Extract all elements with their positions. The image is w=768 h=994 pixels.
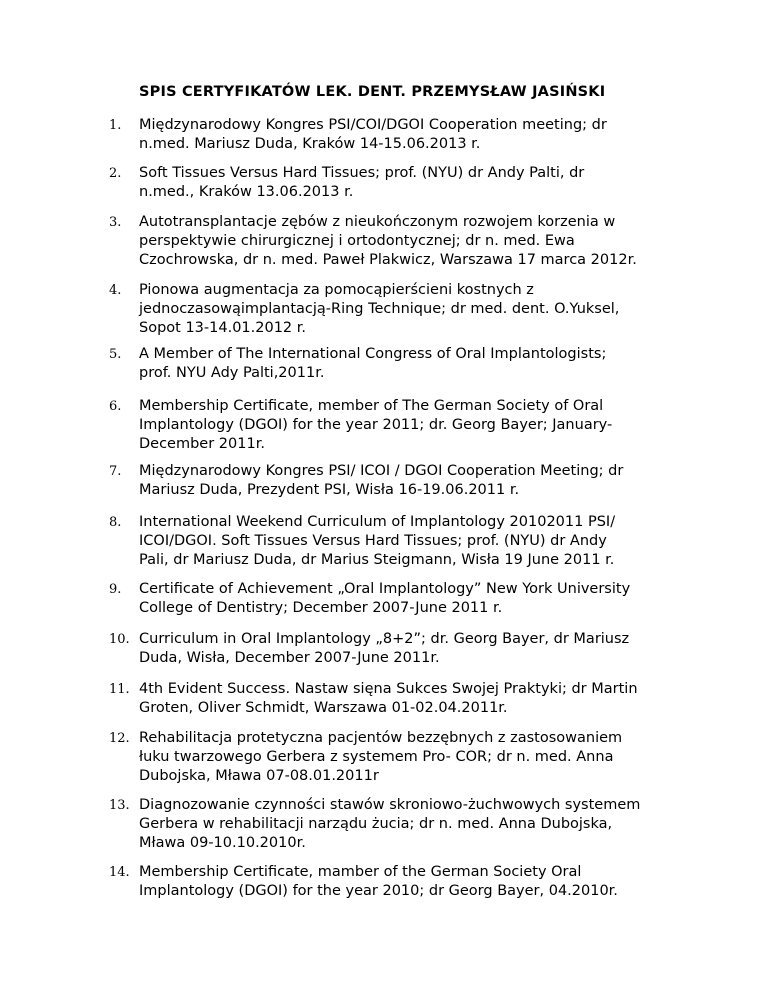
list-item-text: Autotransplantacje zębów z nieukończonym rozwojem korzenia w perspektywie chirurgicznej i ortodontycznej; dr n. med. Ewa Czochrowska, dr n. med. Paweł Plakwicz, Warszawa 17 marca 2012r. [139,214,637,268]
list-item-text: Międzynarodowy Kongres PSI/ ICOI / DGOI Cooperation Meeting; dr Mariusz Duda, Prezydent PSI, Wisła 16-19.06.2011 r. [139,463,624,498]
list-item-text: Soft Tissues Versus Hard Tissues; prof. (NYU) dr Andy Palti, dr n.med., Kraków 13.06.2013 r. [139,165,585,200]
list-item-number: 14. [109,865,130,880]
list-item-number: 13. [109,798,130,813]
list-item-number: 3. [109,215,122,230]
list-item-number: 9. [109,582,122,597]
list-item-text: Rehabilitacja protetyczna pacjentów bezzębnych z zastosowaniem łuku twarzowego Gerbera z systemem Pro- COR; dr n. med. Anna Dubojska, Mława 07-08.01.2011r [139,730,623,784]
list-item-text: Curriculum in Oral Implantology „8+2”; dr. Georg Bayer, dr Mariusz Duda, Wisła, December 2007-June 2011r. [139,631,630,666]
document-title: SPIS CERTYFIKATÓW LEK. DENT. PRZEMYSŁAW JASIŃSKI [139,84,606,100]
list-item-number: 11. [109,682,130,697]
list-item-number: 2. [109,166,122,181]
list-item-text: Membership Certificate, member of The German Society of Oral Implantology (DGOI) for the year 2011; dr. Georg Bayer; January- December 2011r. [139,398,613,452]
list-item-text: Pionowa augmentacja za pomocąpierścieni kostnych z jednoczasowąimplantacją-Ring Technique; dr med. dent. O.Yuksel, Sopot 13-14.01.2012 r. [139,282,620,336]
list-item-text: Międzynarodowy Kongres PSI/COI/DGOI Cooperation meeting; dr n.med. Mariusz Duda, Kraków 14-15.06.2013 r. [139,117,607,152]
list-item-text: International Weekend Curriculum of Implantology 20102011 PSI/ ICOI/DGOI. Soft Tissues Versus Hard Tissues; prof. (NYU) dr Andy Pali, dr Mariusz Duda, dr Marius Steigmann, Wisła 19 June 2011 r. [139,514,616,568]
list-item-text: 4th Evident Success. Nastaw sięna Sukces Swojej Praktyki; dr Martin Groten, Oliver Schmidt, Warszawa 01-02.04.2011r. [139,681,638,716]
list-item-number: 7. [109,464,122,479]
list-item-number: 6. [109,399,122,414]
list-item-number: 8. [109,515,122,530]
list-item-text: Certificate of Achievement „Oral Implantology” New York University College of Dentistry; December 2007-June 2011 r. [139,581,631,616]
list-item-number: 10. [109,632,130,647]
list-item-number: 5. [109,347,122,362]
list-item-text: Diagnozowanie czynności stawów skroniowo-żuchwowych systemem Gerbera w rehabilitacji narządu żucia; dr n. med. Anna Dubojska, Mława 09-10.10.2010r. [139,797,641,851]
list-item-text: A Member of The International Congress of Oral Implantologists; prof. NYU Ady Palti,2011r. [139,346,607,381]
list-item-number: 1. [109,118,122,133]
list-item-text: Membership Certificate, mamber of the German Society Oral Implantology (DGOI) for the year 2010; dr Georg Bayer, 04.2010r. [139,864,618,899]
list-item-number: 4. [109,283,122,298]
list-item-number: 12. [109,731,130,746]
